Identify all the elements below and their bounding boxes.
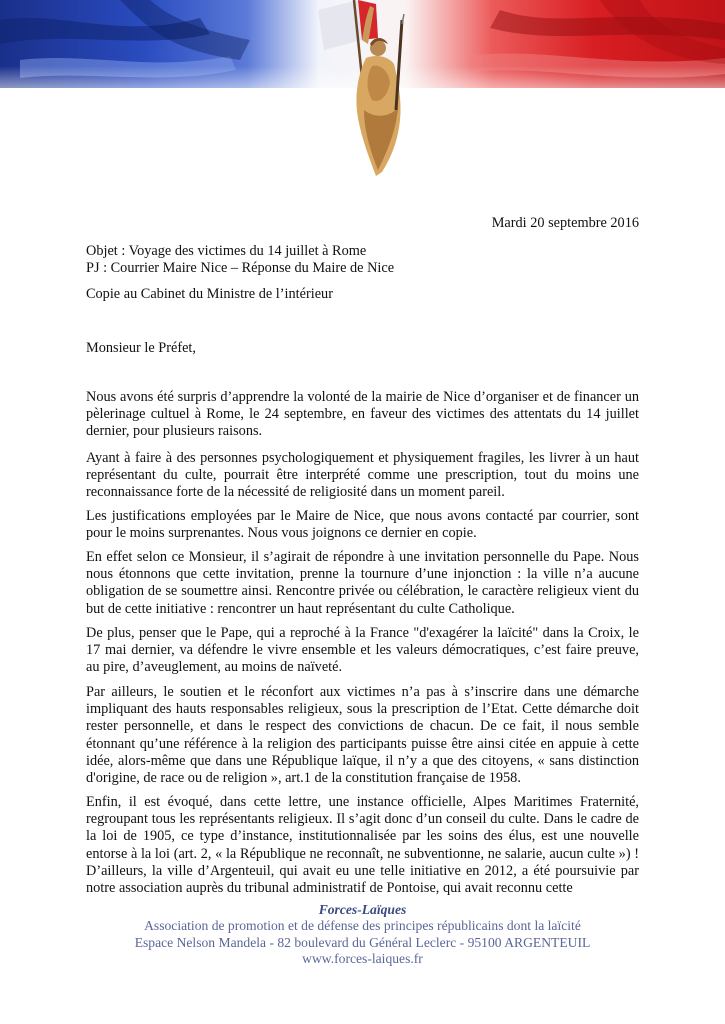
letter-salutation: Monsieur le Préfet,: [86, 340, 196, 356]
letter-paragraph: De plus, penser que le Pape, qui a reproché à la France "d'exagérer la laïcité" dans la Croix, le 17 mai dernier, va défendre le vivre ensemble et les valeurs démocratiques, c’est faire preuve, au pire, d’aveuglement, au moins de naïveté.: [86, 625, 639, 676]
letter-paragraph: Par ailleurs, le soutien et le réconfort aux victimes n’a pas à s’inscrire dans une démarche impliquant des hauts responsables religieux, sous la prescription de l’Etat. Cette démarche doit rester personnelle, et dans le respect des convictions de chacun. De ce fait, il nous semble étonnant qu’une référence à la religion des participants puisse être ainsi citée en appuie à cette idée, alors-même que dans une République laïque, il n’y a que des citoyens, « sans distinction d'origine, de race ou de religion », art.1 de la constitution française de 1958.: [86, 684, 639, 787]
footer-address: Espace Nelson Mandela - 82 boulevard du Général Leclerc - 95100 ARGENTEUIL: [134, 934, 591, 950]
letter-attachment: PJ : Courrier Maire Nice – Réponse du Maire de Nice: [86, 260, 395, 276]
letter-paragraph: Les justifications employées par le Maire de Nice, que nous avons contacté par courrier, sont pour le moins surprenantes. Nous vous joignons ce dernier en copie.: [86, 508, 639, 542]
letterhead-footer: [0, 902, 725, 968]
footer-org-name: Forces-Laïques: [318, 902, 407, 917]
letter-copy: Copie au Cabinet du Ministre de l’intérieur: [86, 286, 333, 302]
letter-paragraph: En effet selon ce Monsieur, il s’agirait de répondre à une invitation personnelle du Pape. Nous nous étonnons que cette invitation, prenne la tournure d’une injonction : la ville n’a aucune obligation de se soumettre ainsi. Rencontre privée ou célébration, le caractère religieux vient du but de cette initiative : rencontrer un haut représentant du culte Catholique.: [86, 549, 639, 617]
letter-paragraph: Nous avons été surpris d’apprendre la volonté de la mairie de Nice d’organiser et de financer un pèlerinage cultuel à Rome, le 24 septembre, en faveur des victimes des attentats du 14 juillet dernier, pour plusieurs raisons.: [86, 389, 639, 440]
footer-association: Association de promotion et de défense des principes républicains dont la laïcité: [144, 918, 581, 934]
footer-website-link[interactable]: www.forces-laiques.fr: [302, 951, 423, 967]
marianne-liberty-figure-icon: [318, 0, 428, 178]
letter-paragraph: Enfin, il est évoqué, dans cette lettre, une instance officielle, Alpes Maritimes Fraternité, regroupant tous les représentants religieux. Il s’agit donc d’un conseil du culte. Dans le cadre de la loi de 1905, ce type d’instance, institutionnalisée par les soins des élus, est une nouvelle entorse à la loi (art. 2, « la République ne reconnaît, ne subventionne, ne salarie, aucun culte ») ! D’ailleurs, la ville d’Argenteuil, qui avait eu une telle initiative en 2012, a été poursuivie par notre association auprès du tribunal administratif de Pontoise, qui avait reconnu cette: [86, 794, 639, 897]
letter-date: Mardi 20 septembre 2016: [491, 215, 639, 231]
letter-objet: Objet : Voyage des victimes du 14 juillet à Rome: [86, 243, 367, 259]
marianne-figure: [318, 0, 428, 178]
letter-paragraph: Ayant à faire à des personnes psychologiquement et physiquement fragiles, les livrer à un haut représentant du culte, pourrait être interprété comme une prescription, tout du moins une reconnaissance forte de la nécessité de religiosité dans un moment pareil.: [86, 450, 639, 501]
